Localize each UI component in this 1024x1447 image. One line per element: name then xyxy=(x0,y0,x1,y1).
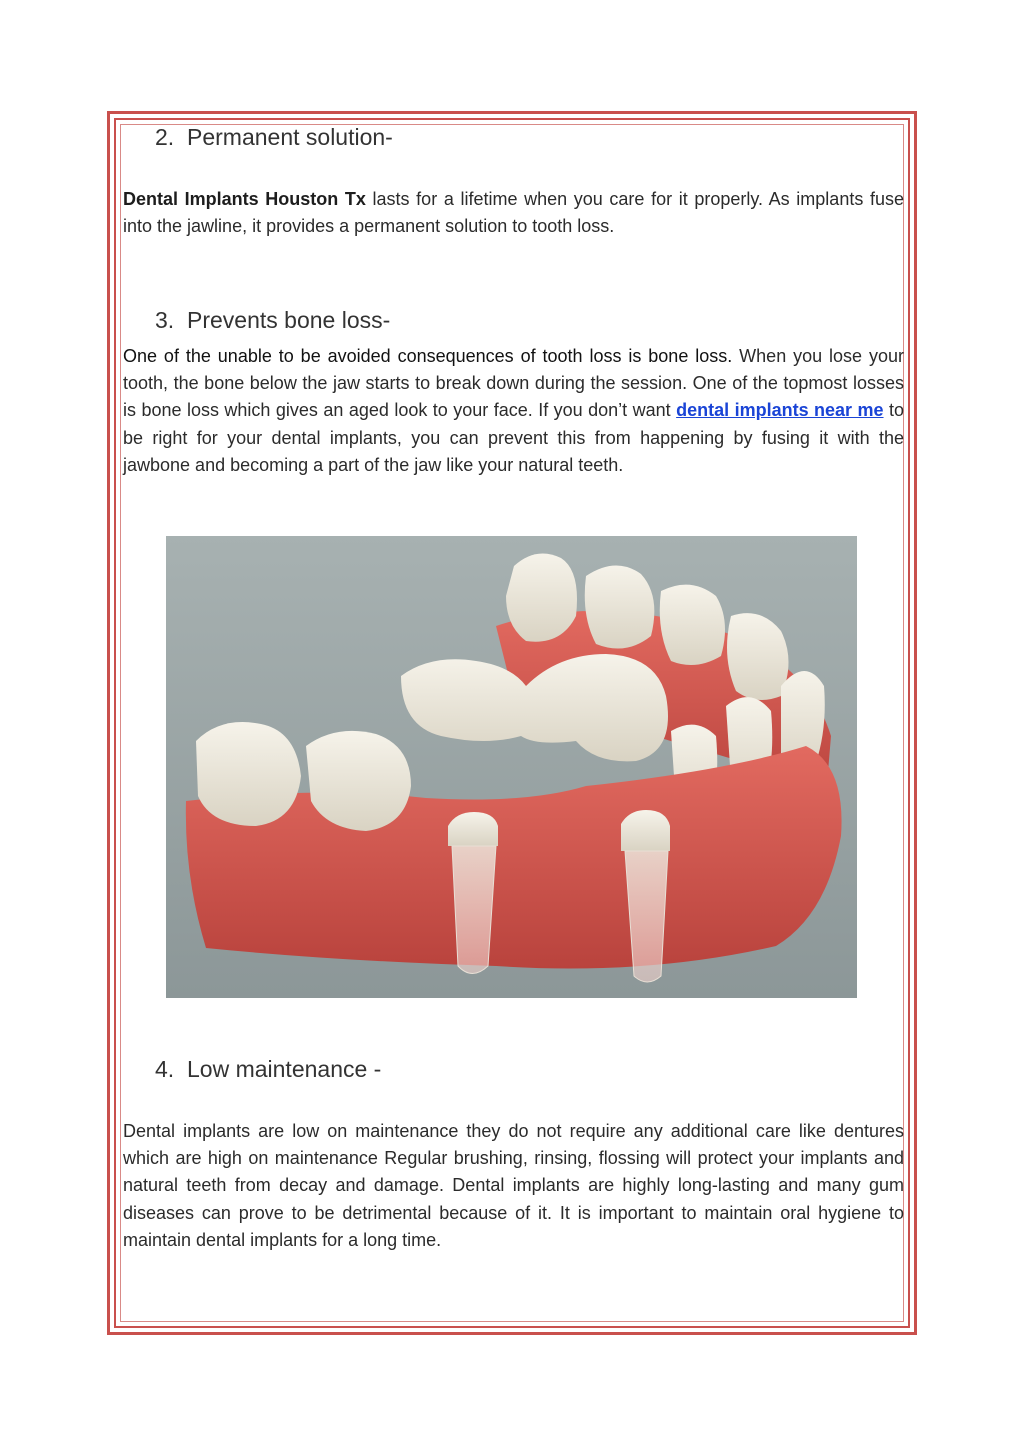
paragraph-text: Dental implants are low on maintenance they do not require any additional care like dentures which are high on maintenance Regular brushing, rinsing, flossing will protect your implants and natural teeth from decay and damage. Dental implants are highly long-lasting and many gum diseases can prove to be detrimental because of it. It is important to maintain oral hygiene to maintain dental implants for a long time. xyxy=(123,1121,904,1250)
paragraph-text: to be right for your dental implants, you can prevent this from happening by fusing it with the jawbone and becoming a part of the jaw like your natural teeth. xyxy=(123,400,904,475)
section-number: 3. xyxy=(155,307,175,333)
section-number: 2. xyxy=(155,124,175,150)
paragraph-text: When you lose your tooth, the bone below the jaw starts to break down during the session. One of the topmost losses is bone loss which gives an aged look to your face. If you don’t want xyxy=(123,346,904,421)
section-title: Low maintenance - xyxy=(187,1056,382,1082)
dental-implant-bridge-image xyxy=(166,536,857,998)
section-title: Prevents bone loss- xyxy=(187,307,391,333)
paragraph-permanent-solution xyxy=(123,186,904,240)
dental-implant-bridge-illustration-icon xyxy=(166,536,857,998)
paragraph-low-maintenance xyxy=(123,1118,904,1254)
section-heading-low-maintenance xyxy=(155,1056,381,1083)
section-number: 4. xyxy=(155,1056,175,1082)
paragraph-text: lasts for a lifetime when you care for it properly. As implants fuse into the jawline, it provides a permanent solution to tooth loss. xyxy=(123,189,904,237)
bold-lead-text: Dental Implants Houston Tx xyxy=(123,189,366,209)
dental-implants-near-me-link[interactable]: dental implants near me xyxy=(676,400,884,421)
paragraph-prevents-bone-loss xyxy=(123,343,904,479)
paragraph-lead-text: One of the unable to be avoided consequences of tooth loss is bone loss. xyxy=(123,346,733,366)
section-heading-permanent-solution xyxy=(155,124,393,151)
section-title: Permanent solution- xyxy=(187,124,393,150)
section-heading-prevents-bone-loss xyxy=(155,307,390,334)
